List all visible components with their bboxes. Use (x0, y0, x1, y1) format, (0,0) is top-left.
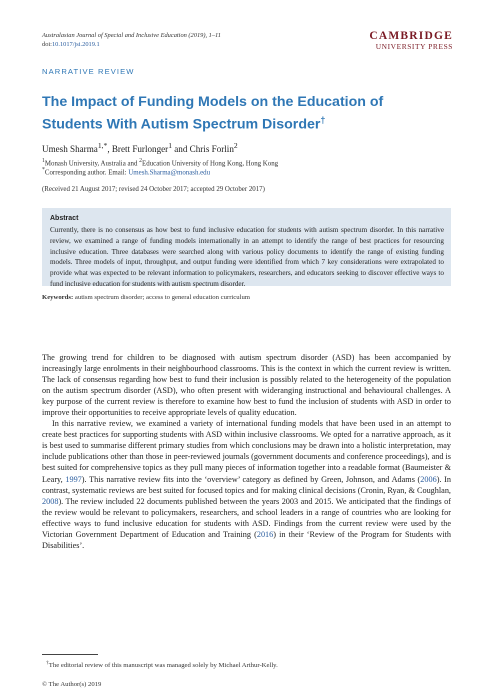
doi-prefix: doi: (42, 41, 52, 48)
publisher-logo-top: CAMBRIDGE (369, 30, 453, 42)
publisher-logo (369, 30, 453, 51)
footnote-divider (42, 654, 98, 655)
affil-mark-1: 1 (42, 158, 45, 164)
affil-mark-2: 2 (139, 158, 143, 164)
citation-link-2008[interactable]: 2008 (42, 496, 59, 506)
footnote-text: The editorial review of this manuscript was managed solely by Michael Arthur-Kelly. (48, 662, 278, 670)
keywords (42, 293, 250, 302)
keywords-label: Keywords: (42, 294, 74, 301)
citation-link-2016[interactable]: 2016 (256, 529, 274, 539)
citation-link-2006[interactable]: 2006 (420, 474, 437, 484)
paragraph-2-text-e: ) in their ‘Review of the Program for Students with Disabilities’. (42, 529, 451, 550)
paragraph-2-text-a: In this narrative review, we examined a variety of international funding models that have been used in an attempt to create best practices for supporting students with ASD within inclusive classrooms. We opted for a narrative approach, as it is best used to summarise different primary studies from which conclusions may be drawn into a holistic interpretation, may include publications other than those in peer-reviewed journals (government documents and conference proceedings), and is best suited for comprehensive topics as they pull many pieces of information together into a readable format (Baumeister & Leary, (42, 419, 451, 484)
title-line-1: The Impact of Funding Models on the Education of (42, 94, 384, 110)
title-line-2: Students With Autism Spectrum Disorder (42, 116, 321, 133)
paragraph-2-text-c: ). In contrast, systematic reviews are best suited for focused topics and for making clinical decisions (Cronin, Ryan, & Coughlan, (42, 474, 452, 495)
article-type-label: NARRATIVE REVIEW (42, 67, 135, 76)
body-text (42, 352, 451, 551)
corresponding-email-link[interactable]: Umesh.Sharma@monash.edu (128, 169, 211, 177)
paragraph-2-text-b: ). This narrative review fits into the ‘overview’ category as defined by Green, Johnson, and Adams ( (81, 474, 421, 484)
author-forlin[interactable]: and Chris Forlin (171, 144, 234, 155)
received-dates: (Received 21 August 2017; revised 24 October 2017; accepted 29 October 2017) (42, 186, 265, 193)
copyright-notice: © The Author(s) 2019 (42, 681, 102, 688)
author-furlonger[interactable]: , Brett Furlonger (107, 144, 169, 155)
title-footnote-mark[interactable]: † (320, 115, 326, 125)
author-forlin-affil: 2 (233, 141, 238, 150)
paragraph-2-text-d: ). The review included 22 documents published between the years 2003 and 2015. We anticipated that the findings of the review would be relevant to policymakers, researchers, and school leaders in a range of countries who are looking for effective ways to fund inclusive education for students with ASD. Findings from the current review were used by the Victorian Government Department of Education and Training ( (42, 496, 451, 539)
article-title (42, 93, 452, 134)
author-sharma-affil: 1,* (97, 141, 108, 150)
doi-line (42, 41, 100, 49)
author-furlonger-affil: 1 (168, 141, 172, 150)
journal-citation: Australasian Journal of Special and Inclusive Education (2019), 1–11 (42, 32, 221, 39)
corresponding-mark: * (42, 167, 45, 173)
footnote-mark: † (46, 660, 49, 666)
footnote (46, 659, 278, 670)
body-paragraph-2 (42, 418, 451, 551)
author-list (42, 140, 238, 155)
body-paragraph-1: The growing trend for children to be diagnosed with autism spectrum disorder (ASD) has been accompanied by increasingly large enrolments in their neighbourhood classrooms. This is the context in which the current review is written. The lack of consensus regarding how best to fund their inclusion is possibly related to the heterogeneity of the population on the autism spectrum disorder (ASD), who often present with wideranging instructional and behavioural challenges. A key purpose of the current review is therefore to examine how best to fund the inclusion of students with ASD in order to improve their opportunities to receive appropriate levels of quality education. (42, 353, 451, 418)
keywords-text: autism spectrum disorder; access to general education curriculum (73, 294, 251, 301)
author-sharma[interactable]: Umesh Sharma (42, 144, 98, 155)
corresponding-label: Corresponding author. Email: (44, 169, 129, 177)
abstract-heading: Abstract (50, 215, 79, 222)
affil-monash: Monash University, Australia and (44, 160, 140, 168)
abstract-box (42, 208, 451, 286)
citation-link-1997[interactable]: 1997 (65, 474, 82, 484)
affil-eduhk: Education University of Hong Kong, Hong Kong (142, 160, 279, 168)
doi-link[interactable]: 10.1017/jsi.2019.1 (51, 41, 100, 48)
abstract-text: Currently, there is no consensus as how best to fund inclusive education for students with autism spectrum disorder. In this narrative review, we examined a range of funding models internationally in an attempt to identify the range of best practices for resourcing inclusive education. Three databases were searched along with various policy documents to identify the range of existing funding models. Three models of input, throughput, and output funding were identified from which 7 key considerations were extrapolated to provide what was expected to be relevant information to policymakers, researchers, and educators seeking to discover effective ways to fund inclusive education for students with autism spectrum disorder. (50, 226, 444, 288)
publisher-logo-bottom: UNIVERSITY PRESS (375, 42, 453, 51)
corresponding-author (42, 166, 210, 177)
